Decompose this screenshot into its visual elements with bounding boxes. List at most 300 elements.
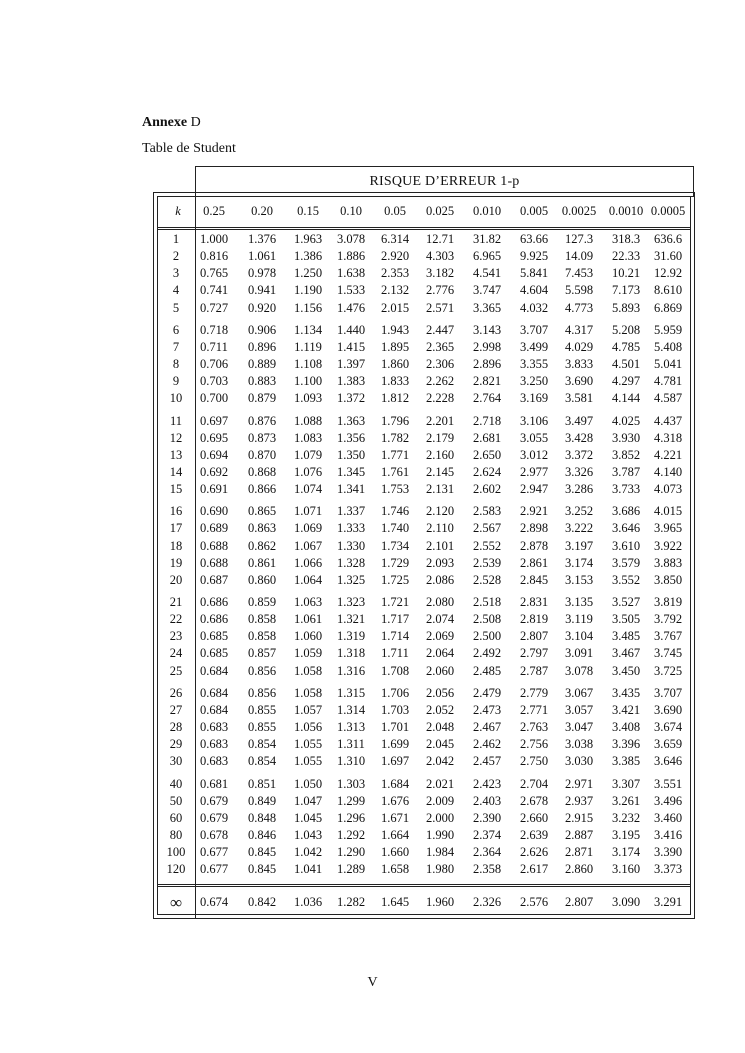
row-k: 80	[169, 827, 183, 842]
row-k: 5	[172, 300, 180, 315]
table-cell: 3.174	[611, 845, 641, 860]
row-k: 100	[166, 845, 186, 860]
table-cell: 3.551	[653, 776, 683, 791]
table-cell: 7.453	[564, 266, 594, 281]
table-cell: 2.093	[425, 555, 455, 570]
row-k: 27	[169, 702, 183, 717]
table-cell: 0.862	[247, 538, 277, 553]
table-cell: 3.499	[519, 339, 549, 354]
table-cell: 4.781	[653, 374, 683, 389]
table-cell: 0.846	[247, 827, 277, 842]
table-cell: 1.734	[380, 538, 410, 553]
row-k: 9	[172, 374, 180, 389]
table-cell: 3.690	[653, 702, 683, 717]
table-cell: 2.518	[472, 595, 502, 609]
table-cell: 3.435	[611, 685, 641, 700]
table-cell: 3.250	[519, 374, 549, 389]
table-cell: 0.686	[199, 612, 229, 627]
table-cell: 2.056	[425, 685, 455, 700]
table-cell: 1.134	[293, 322, 323, 337]
table-cell: 2.704	[519, 776, 549, 791]
column-header-3: 0.10	[340, 204, 362, 218]
risk-header: RISQUE D’ERREUR 1-p	[195, 166, 694, 197]
column-header-5: 0.025	[425, 204, 455, 218]
table-cell: 1.069	[293, 521, 323, 536]
table-cell: 1.042	[293, 845, 323, 860]
table-row	[157, 719, 691, 736]
table-cell: 0.816	[199, 249, 229, 264]
table-cell: 3.610	[611, 538, 641, 553]
table-cell: 3.385	[611, 754, 641, 769]
row-k: 50	[169, 793, 183, 808]
table-cell: 2.915	[564, 810, 594, 825]
table-cell: 318.3	[611, 232, 641, 246]
table-cell: 0.906	[247, 322, 277, 337]
table-cell: 3.408	[611, 720, 641, 734]
column-header-4: 0.05	[384, 204, 406, 218]
row-k: 29	[169, 737, 183, 752]
table-cell: 2.539	[472, 555, 502, 570]
table-cell: 0.688	[199, 538, 229, 553]
table-row	[157, 663, 691, 680]
table-cell: 2.492	[472, 646, 502, 661]
table-cell: 1.980	[425, 862, 455, 877]
table-row	[157, 265, 691, 282]
table-cell: 3.833	[564, 357, 594, 371]
table-cell: 3.579	[611, 555, 641, 570]
table-cell: 1.316	[336, 663, 366, 678]
table-cell: 0.870	[247, 447, 277, 462]
table-cell: 1.064	[293, 572, 323, 587]
table-cell: 6.314	[380, 232, 410, 246]
table-cell: 3.496	[653, 793, 683, 808]
table-row	[157, 572, 691, 589]
table-cell: 3.745	[653, 646, 683, 661]
table-cell: 2.937	[564, 793, 594, 808]
table-cell: 1.658	[380, 862, 410, 877]
table-cell: 1.315	[336, 685, 366, 700]
row-k: 13	[169, 447, 183, 462]
table-cell: 3.143	[472, 322, 502, 337]
column-header-10: 0.0005	[650, 204, 686, 218]
table-cell: 2.423	[472, 776, 502, 791]
infinity-cell: 3.291	[653, 895, 683, 909]
table-cell: 4.015	[653, 504, 683, 519]
table-cell: 4.437	[653, 413, 683, 428]
table-cell: 1.341	[336, 482, 366, 497]
table-cell: 0.861	[247, 555, 277, 570]
table-row	[157, 555, 691, 572]
table-row	[157, 702, 691, 719]
table-cell: 2.021	[425, 776, 455, 791]
table-row	[157, 776, 691, 793]
table-cell: 2.086	[425, 572, 455, 587]
table-cell: 3.450	[611, 663, 641, 678]
table-cell: 2.462	[472, 737, 502, 752]
table-cell: 3.091	[564, 646, 594, 661]
table-cell: 2.045	[425, 737, 455, 752]
table-cell: 0.683	[199, 737, 229, 752]
table-cell: 1.071	[293, 504, 323, 519]
table-cell: 1.706	[380, 685, 410, 700]
table-cell: 0.687	[199, 572, 229, 587]
table-cell: 1.812	[380, 391, 410, 406]
table-cell: 2.160	[425, 447, 455, 462]
table-cell: 2.508	[472, 612, 502, 627]
table-cell: 1.056	[293, 720, 323, 734]
table-cell: 2.896	[472, 357, 502, 371]
table-cell: 1.330	[336, 538, 366, 553]
table-cell: 3.106	[519, 413, 549, 428]
column-header-1: 0.20	[251, 204, 273, 218]
table-cell: 2.831	[519, 595, 549, 609]
table-cell: 5.041	[653, 357, 683, 371]
table-cell: 1.746	[380, 504, 410, 519]
table-cell: 4.303	[425, 249, 455, 264]
table-cell: 1.714	[380, 629, 410, 644]
table-cell: 1.319	[336, 629, 366, 644]
table-cell: 0.876	[247, 413, 277, 428]
column-header-row	[157, 203, 691, 220]
table-cell: 2.921	[519, 504, 549, 519]
table-cell: 1.984	[425, 845, 455, 860]
table-cell: 2.898	[519, 521, 549, 536]
table-cell: 2.779	[519, 685, 549, 700]
table-cell: 0.695	[199, 430, 229, 445]
table-row	[157, 793, 691, 810]
k-column-rule	[195, 166, 196, 919]
table-cell: 1.717	[380, 612, 410, 627]
table-cell: 2.776	[425, 283, 455, 298]
table-cell: 1.047	[293, 793, 323, 808]
table-cell: 1.664	[380, 827, 410, 842]
table-cell: 1.083	[293, 430, 323, 445]
table-cell: 0.865	[247, 504, 277, 519]
table-cell: 1.350	[336, 447, 366, 462]
row-k: 23	[169, 629, 183, 644]
table-cell: 3.396	[611, 737, 641, 752]
table-subtitle: Table de Student	[142, 141, 236, 156]
table-cell: 1.886	[336, 249, 366, 264]
table-cell: 3.355	[519, 357, 549, 371]
table-cell: 1.761	[380, 464, 410, 479]
column-header-7: 0.005	[519, 204, 549, 218]
table-cell: 2.358	[472, 862, 502, 877]
table-cell: 0.697	[199, 413, 229, 428]
table-cell: 2.015	[380, 300, 410, 315]
table-cell: 2.000	[425, 810, 455, 825]
table-cell: 3.057	[564, 702, 594, 717]
table-cell: 3.222	[564, 521, 594, 536]
table-cell: 5.598	[564, 283, 594, 298]
table-cell: 0.727	[199, 300, 229, 315]
table-cell: 2.009	[425, 793, 455, 808]
table-cell: 0.857	[247, 646, 277, 661]
table-cell: 3.160	[611, 862, 641, 877]
table-cell: 4.501	[611, 357, 641, 371]
infinity-cell: 1.282	[336, 895, 366, 909]
table-cell: 3.485	[611, 629, 641, 644]
table-cell: 0.688	[199, 555, 229, 570]
table-cell: 1.093	[293, 391, 323, 406]
table-cell: 2.060	[425, 663, 455, 678]
table-cell: 3.497	[564, 413, 594, 428]
table-row	[157, 503, 691, 520]
table-row	[157, 373, 691, 390]
table-cell: 0.854	[247, 754, 277, 769]
table-cell: 1.963	[293, 232, 323, 246]
table-cell: 3.174	[564, 555, 594, 570]
row-k: 1	[172, 232, 180, 246]
table-cell: 2.797	[519, 646, 549, 661]
table-cell: 0.683	[199, 720, 229, 734]
table-cell: 0.849	[247, 793, 277, 808]
infinity-cell: 1.036	[293, 895, 323, 909]
table-cell: 2.771	[519, 702, 549, 717]
table-cell: 1.833	[380, 374, 410, 389]
table-row	[157, 753, 691, 770]
table-cell: 1.303	[336, 776, 366, 791]
table-row	[157, 520, 691, 537]
table-cell: 1.290	[336, 845, 366, 860]
table-cell: 2.479	[472, 685, 502, 700]
table-cell: 1.386	[293, 249, 323, 264]
annexe-label: Annexe	[142, 115, 188, 130]
table-cell: 3.767	[653, 629, 683, 644]
table-cell: 3.787	[611, 464, 641, 479]
table-cell: 4.032	[519, 300, 549, 315]
table-cell: 2.048	[425, 720, 455, 734]
infinity-row	[157, 894, 691, 911]
table-cell: 0.860	[247, 572, 277, 587]
annexe-title	[142, 115, 201, 131]
table-cell: 0.920	[247, 300, 277, 315]
table-cell: 0.711	[200, 339, 228, 354]
table-cell: 2.821	[472, 374, 502, 389]
table-cell: 0.863	[247, 521, 277, 536]
table-cell: 0.677	[199, 862, 229, 877]
table-cell: 3.922	[653, 538, 683, 553]
table-cell: 3.055	[519, 430, 549, 445]
table-cell: 3.690	[564, 374, 594, 389]
row-k: 26	[169, 685, 183, 700]
table-cell: 0.856	[247, 685, 277, 700]
table-cell: 12.71	[425, 232, 455, 246]
column-header-0: 0.25	[203, 204, 225, 218]
table-cell: 0.692	[199, 464, 229, 479]
table-cell: 2.485	[472, 663, 502, 678]
table-cell: 3.030	[564, 754, 594, 769]
table-cell: 2.201	[425, 413, 455, 428]
table-cell: 2.262	[425, 374, 455, 389]
table-cell: 3.674	[653, 720, 683, 734]
table-cell: 5.893	[611, 300, 641, 315]
table-cell: 9.925	[519, 249, 549, 264]
table-cell: 4.144	[611, 391, 641, 406]
infinity-cell: 0.674	[199, 895, 229, 909]
table-cell: 0.855	[247, 702, 277, 717]
table-cell: 1.061	[247, 249, 277, 264]
table-cell: 1.476	[336, 300, 366, 315]
table-cell: 3.390	[653, 845, 683, 860]
table-cell: 0.765	[199, 266, 229, 281]
table-cell: 1.363	[336, 413, 366, 428]
table-cell: 0.690	[199, 504, 229, 519]
table-cell: 1.721	[380, 595, 410, 609]
table-cell: 3.646	[611, 521, 641, 536]
table-cell: 2.583	[472, 504, 502, 519]
table-cell: 1.699	[380, 737, 410, 752]
table-row	[157, 300, 691, 317]
table-cell: 1.325	[336, 572, 366, 587]
table-cell: 0.706	[199, 357, 229, 371]
row-k: 21	[169, 595, 183, 609]
table-cell: 5.408	[653, 339, 683, 354]
table-cell: 3.460	[653, 810, 683, 825]
row-k: 15	[169, 482, 183, 497]
table-cell: 0.700	[199, 391, 229, 406]
table-cell: 1.119	[294, 339, 322, 354]
table-cell: 2.467	[472, 720, 502, 734]
table-row	[157, 611, 691, 628]
row-k: 6	[172, 322, 180, 337]
infinity-cell: 3.090	[611, 895, 641, 909]
table-cell: 1.311	[337, 737, 365, 752]
table-cell: 2.650	[472, 447, 502, 462]
table-cell: 0.686	[199, 595, 229, 609]
table-cell: 1.345	[336, 464, 366, 479]
table-cell: 1.701	[380, 720, 410, 734]
column-header-6: 0.010	[472, 204, 502, 218]
table-cell: 1.676	[380, 793, 410, 808]
table-cell: 1.372	[336, 391, 366, 406]
table-cell: 2.660	[519, 810, 549, 825]
table-cell: 1.079	[293, 447, 323, 462]
table-cell: 1.990	[425, 827, 455, 842]
table-cell: 2.145	[425, 464, 455, 479]
table-cell: 2.617	[519, 862, 549, 877]
row-k: 25	[169, 663, 183, 678]
table-cell: 4.297	[611, 374, 641, 389]
table-cell: 2.756	[519, 737, 549, 752]
table-row	[157, 390, 691, 407]
table-cell: 0.896	[247, 339, 277, 354]
table-cell: 1.729	[380, 555, 410, 570]
table-cell: 0.978	[247, 266, 277, 281]
table-cell: 0.685	[199, 629, 229, 644]
table-cell: 2.528	[472, 572, 502, 587]
table-cell: 1.250	[293, 266, 323, 281]
table-cell: 2.871	[564, 845, 594, 860]
table-cell: 4.073	[653, 482, 683, 497]
table-cell: 3.686	[611, 504, 641, 519]
table-cell: 0.868	[247, 464, 277, 479]
table-cell: 31.82	[472, 232, 502, 246]
table-cell: 1.895	[380, 339, 410, 354]
table-cell: 2.306	[425, 357, 455, 371]
table-cell: 1.289	[336, 862, 366, 877]
table-row	[157, 339, 691, 356]
table-cell: 1.356	[336, 430, 366, 445]
infinity-cell: 1.645	[380, 895, 410, 909]
table-cell: 0.855	[247, 720, 277, 734]
table-cell: 2.353	[380, 266, 410, 281]
table-cell: 1.383	[336, 374, 366, 389]
table-cell: 1.060	[293, 629, 323, 644]
table-cell: 2.920	[380, 249, 410, 264]
table-cell: 2.977	[519, 464, 549, 479]
table-cell: 1.314	[336, 702, 366, 717]
table-cell: 5.208	[611, 322, 641, 337]
table-cell: 4.587	[653, 391, 683, 406]
table-row	[157, 628, 691, 645]
table-cell: 1.782	[380, 430, 410, 445]
table-cell: 0.684	[199, 663, 229, 678]
table-cell: 5.959	[653, 322, 683, 337]
table-cell: 2.764	[472, 391, 502, 406]
table-cell: 3.527	[611, 595, 641, 609]
table-cell: 14.09	[564, 249, 594, 264]
row-k: 120	[166, 862, 186, 877]
table-cell: 4.317	[564, 322, 594, 337]
table-row	[157, 685, 691, 702]
table-cell: 1.333	[336, 521, 366, 536]
table-cell: 1.190	[293, 283, 323, 298]
table-cell: 5.841	[519, 266, 549, 281]
table-cell: 0.856	[247, 663, 277, 678]
table-cell: 3.965	[653, 521, 683, 536]
table-cell: 636.6	[653, 232, 683, 246]
annexe-letter: D	[190, 115, 201, 130]
table-cell: 1.043	[293, 827, 323, 842]
row-k: 24	[169, 646, 183, 661]
table-cell: 1.376	[247, 232, 277, 246]
table-cell: 1.108	[293, 357, 323, 371]
table-cell: 6.965	[472, 249, 502, 264]
table-cell: 1.076	[293, 464, 323, 479]
table-cell: 1.058	[293, 663, 323, 678]
table-cell: 3.819	[653, 595, 683, 609]
table-cell: 1.771	[380, 447, 410, 462]
table-cell: 3.252	[564, 504, 594, 519]
row-k: 60	[169, 810, 183, 825]
table-cell: 1.063	[293, 595, 323, 609]
table-cell: 2.998	[472, 339, 502, 354]
table-cell: 3.733	[611, 482, 641, 497]
table-cell: 3.792	[653, 612, 683, 627]
table-cell: 0.854	[247, 737, 277, 752]
table-cell: 0.889	[247, 357, 277, 371]
table-cell: 1.943	[380, 322, 410, 337]
row-k: 12	[169, 430, 183, 445]
table-cell: 2.228	[425, 391, 455, 406]
table-row	[157, 248, 691, 265]
table-cell: 3.372	[564, 447, 594, 462]
column-header-2: 0.15	[297, 204, 319, 218]
table-cell: 1.100	[293, 374, 323, 389]
table-cell: 2.887	[564, 827, 594, 842]
table-cell: 3.232	[611, 810, 641, 825]
table-cell: 1.697	[380, 754, 410, 769]
table-cell: 2.064	[425, 646, 455, 661]
table-cell: 0.858	[247, 612, 277, 627]
table-cell: 10.21	[611, 266, 641, 281]
header-rule	[157, 227, 691, 228]
table-cell: 1.415	[336, 339, 366, 354]
table-row	[157, 231, 691, 248]
table-cell: 1.740	[380, 521, 410, 536]
table-cell: 1.045	[293, 810, 323, 825]
